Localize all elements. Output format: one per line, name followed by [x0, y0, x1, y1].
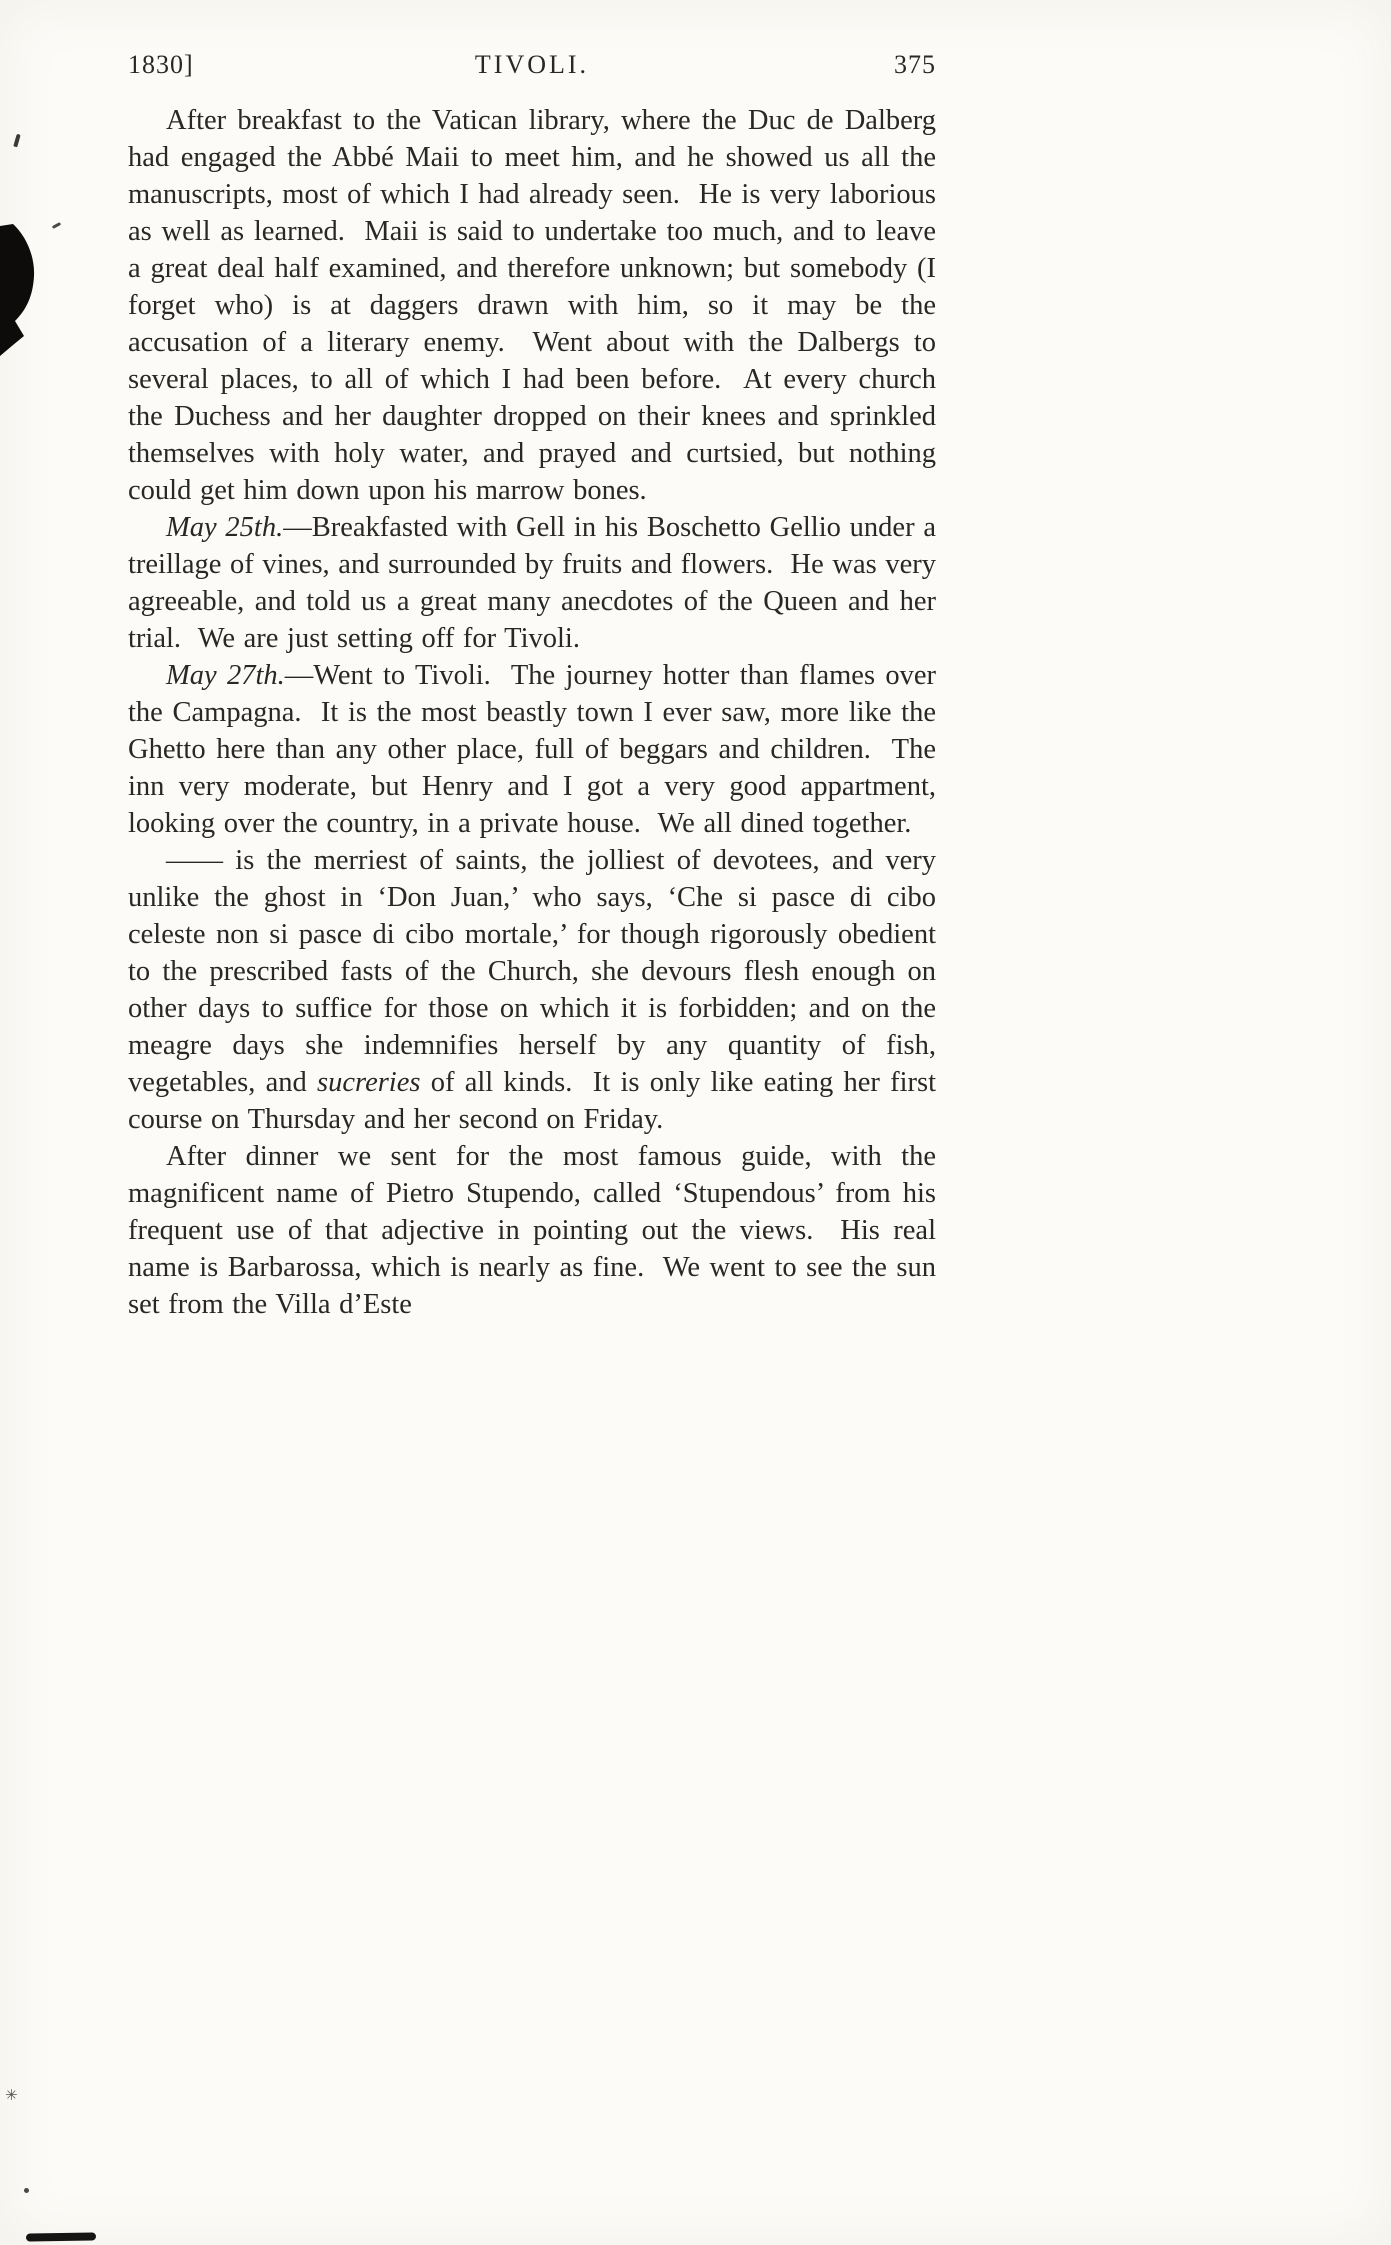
- ink-blot-artifact: [0, 224, 46, 360]
- text-block: [128, 50, 945, 1323]
- paragraph: [128, 102, 945, 509]
- paragraph: [128, 842, 945, 1138]
- running-header: [128, 50, 936, 80]
- paragraph: [128, 657, 945, 842]
- italic-text-segment: sucreries: [317, 1067, 421, 1098]
- italic-text-segment: May 25th.: [166, 512, 284, 543]
- edge-shadow-artifact: [26, 2232, 96, 2241]
- paragraph: [128, 1138, 945, 1323]
- text-segment: After dinner we sent for the most famous guide, with the magnificent name of Pietro Stupendo, called ‘Stupendous’ from his frequent use of that adjective in pointing out the views. His real name is Barbarossa, which is nearly as fine. We went to see the sun set from the Villa d’Este: [128, 1141, 945, 1320]
- text-segment: After breakfast to the Vatican library, where the Duc de Dalberg had engaged the Abbé Maii to meet him, and he showed us all the manuscripts, most of which I had already seen. He is very laborious as well as learned. Maii is said to undertake too much, and to leave a great deal half examined, and therefore unknown; but somebody (I forget who) is at daggers drawn with him, so it may be the accusation of a literary enemy. Went about with the Dalbergs to several places, to all of which I had been before. At every church the Duchess and her daughter dropped on their knees and sprinkled themselves with holy water, and prayed and curtsied, but nothing could get him down upon his marrow bones.: [128, 105, 945, 506]
- speck-artifact: [13, 134, 20, 148]
- page-body: [128, 102, 945, 1323]
- speck-artifact: [24, 2188, 29, 2193]
- header-year: 1830]: [128, 50, 194, 79]
- header-title: TIVOLI.: [474, 50, 590, 79]
- text-segment: —Went to Tivoli. The journey hotter than flames over the Campagna. It is the most beastly town I ever saw, more like the Ghetto here than any other place, full of beggars and children. The inn very moderate, but Henry and I got a very good appartment, looking over the country, in a private house. We all dined together.: [128, 660, 945, 839]
- speck-artifact: [52, 222, 61, 229]
- header-page-number: 375: [894, 50, 936, 79]
- text-segment: of all kinds. It is only like eating her first course on Thursday and her second on Friday.: [128, 1067, 945, 1135]
- speck-artifact: ✳: [5, 2086, 18, 2104]
- text-segment: —— is the merriest of saints, the jolliest of devotees, and very unlike the ghost in ‘Don Juan,’ who says, ‘Che si pasce di cibo celeste non si pasce di cibo mortale,’ for though rigorously obedient to the prescribed fasts of the Church, she devours flesh enough on other days to suffice for those on which it is forbidden; and on the meagre days she indemnifies herself by any quantity of fish, vegetables, and: [128, 845, 945, 1098]
- paragraph: [128, 509, 945, 657]
- italic-text-segment: May 27th.: [166, 660, 285, 691]
- text-segment: —Breakfasted with Gell in his Boschetto Gellio under a treillage of vines, and surrounded by fruits and flowers. He was very agreeable, and told us a great many anecdotes of the Queen and her trial. We are just setting off for Tivoli.: [128, 512, 945, 654]
